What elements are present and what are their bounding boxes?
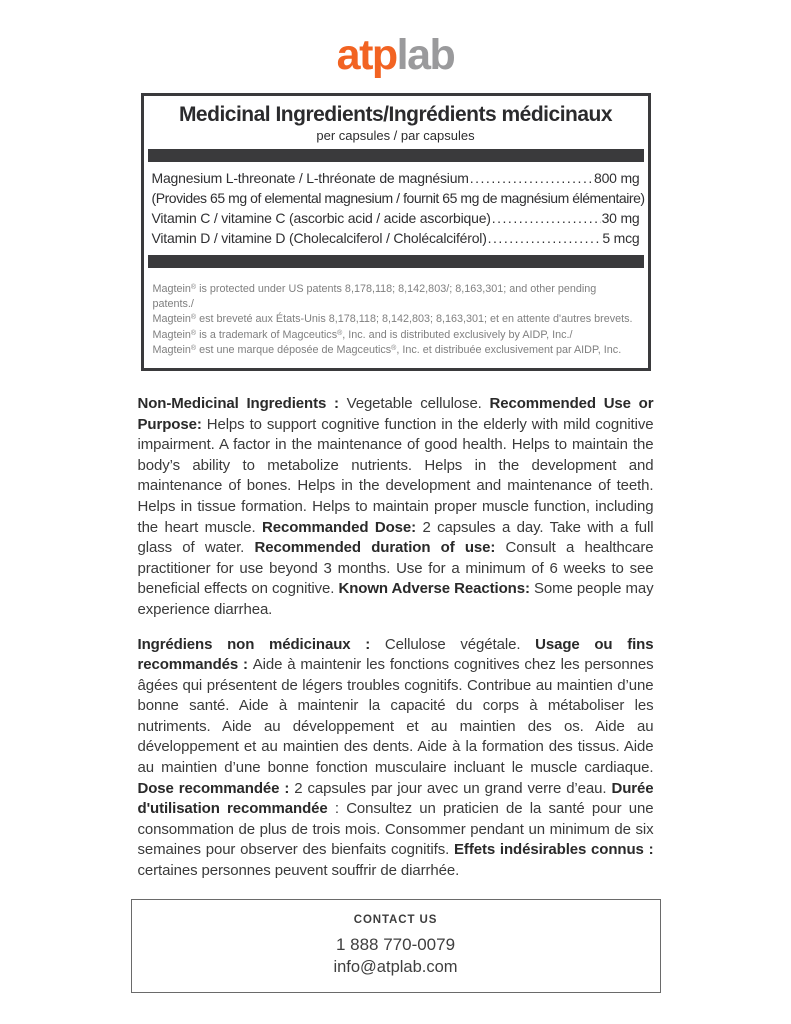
patent-line: Magtein® is a trademark of Magceutics®, Inc. and is distributed exclusively by AIDP, Inc./ [152, 328, 573, 341]
contact-heading: CONTACT US [353, 913, 438, 926]
english-paragraph: Non-Medicinal Ingredients : Vegetable cellulose. Recommended Use or Purpose: Helps to support cognitive function in the elderly with mild cognitive impairment. A factor in the maintenance of good health. Helps to maintain the body’s ability to metabolize nutrients. Helps in the development and maintenance of bones. Helps in the development and maintenance of teeth. Helps in tissue formation. Helps to maintain proper muscle function, including the heart muscle. Recommanded Dose: 2 capsules a day. Take with a full glass of water. Recommended duration of use: Consult a healthcare practitioner for use beyond 3 months. Use for a minimum of 6 weeks to see beneficial effects on cognitive. Known Adverse Reactions: Some people may experience diarrhea. [137, 394, 654, 618]
ingredient-label: (Provides 65 mg of elemental magnesium / fournit 65 mg de magnésium élémentaire) [151, 190, 645, 206]
patent-notes [144, 273, 648, 368]
ingredient-row [152, 168, 640, 188]
ingredient-row [152, 228, 640, 248]
panel-title: Medicinal Ingredients/Ingrédients médicinaux [178, 103, 613, 126]
contact-box [131, 899, 661, 993]
dot-leader [488, 228, 602, 248]
ingredient-label: Vitamin D / vitamine D (Cholecalciferol / Cholécalciférol) [151, 230, 487, 246]
panel-subtitle: per capsules / par capsules [316, 128, 475, 143]
dot-leader [492, 208, 601, 228]
patent-line: Magtein® est une marque déposée de Magceutics®, Inc. et distribuée exclusivement par AIDP, Inc. [152, 344, 622, 357]
ingredient-amount: 30 mg [601, 210, 640, 226]
patent-line: Magtein® est breveté aux États-Unis 8,178,118; 8,142,803; 8,163,301; et en attente d'autres brevets. [152, 313, 633, 326]
ingredient-row [151, 188, 645, 208]
contact-email: info@atplab.com [333, 957, 458, 976]
logo-lab: lab [396, 31, 455, 79]
ingredient-amount: 5 mcg [602, 230, 640, 246]
logo-atp: atp [336, 31, 397, 79]
divider-bar-bottom [148, 255, 644, 268]
ingredient-label: Magnesium L-threonate / L-thréonate de magnésium [151, 170, 469, 186]
ingredient-row [152, 208, 640, 228]
contact-phone: 1 888 770-0079 [335, 934, 456, 954]
brand-logo [0, 0, 791, 77]
dot-leader [470, 168, 593, 188]
medicinal-ingredients-panel [141, 93, 651, 371]
patent-line: Magtein® is protected under US patents 8,178,118; 8,142,803/; 8,163,301; and other pending patents./ [152, 283, 597, 310]
ingredient-rows [144, 167, 648, 249]
french-paragraph: Ingrédiens non médicinaux : Cellulose végétale. Usage ou fins recommandés : Aide à maintenir les fonctions cognitives chez les personnes âgées qui présentent de légers troubles cognitifs. Contribue au maintien d’une bonne santé. Aide à maintenir la capacité du corps à métaboliser les nutriments. Aide au développement et au maintien des os. Aide au développement et au maintien des dents. Aide à la formation des tissus. Aide au maintien d’une bonne fonction musculaire incluant le muscle cardiaque. Dose recommandée : 2 capsules par jour avec un grand verre d’eau. Durée d'utilisation recommandée : Consultez un praticien de la santé pour une consommation de plus de trois mois. Consommer pendant un minimum de six semaines pour observer des bienfaits cognitifs. Effets indésirables connus : certaines personnes peuvent souffrir de diarrhée. [137, 635, 654, 880]
ingredient-label: Vitamin C / vitamine C (ascorbic acid / acide ascorbique) [151, 210, 491, 226]
divider-bar-top [148, 149, 644, 162]
ingredient-amount: 800 mg [594, 170, 640, 186]
